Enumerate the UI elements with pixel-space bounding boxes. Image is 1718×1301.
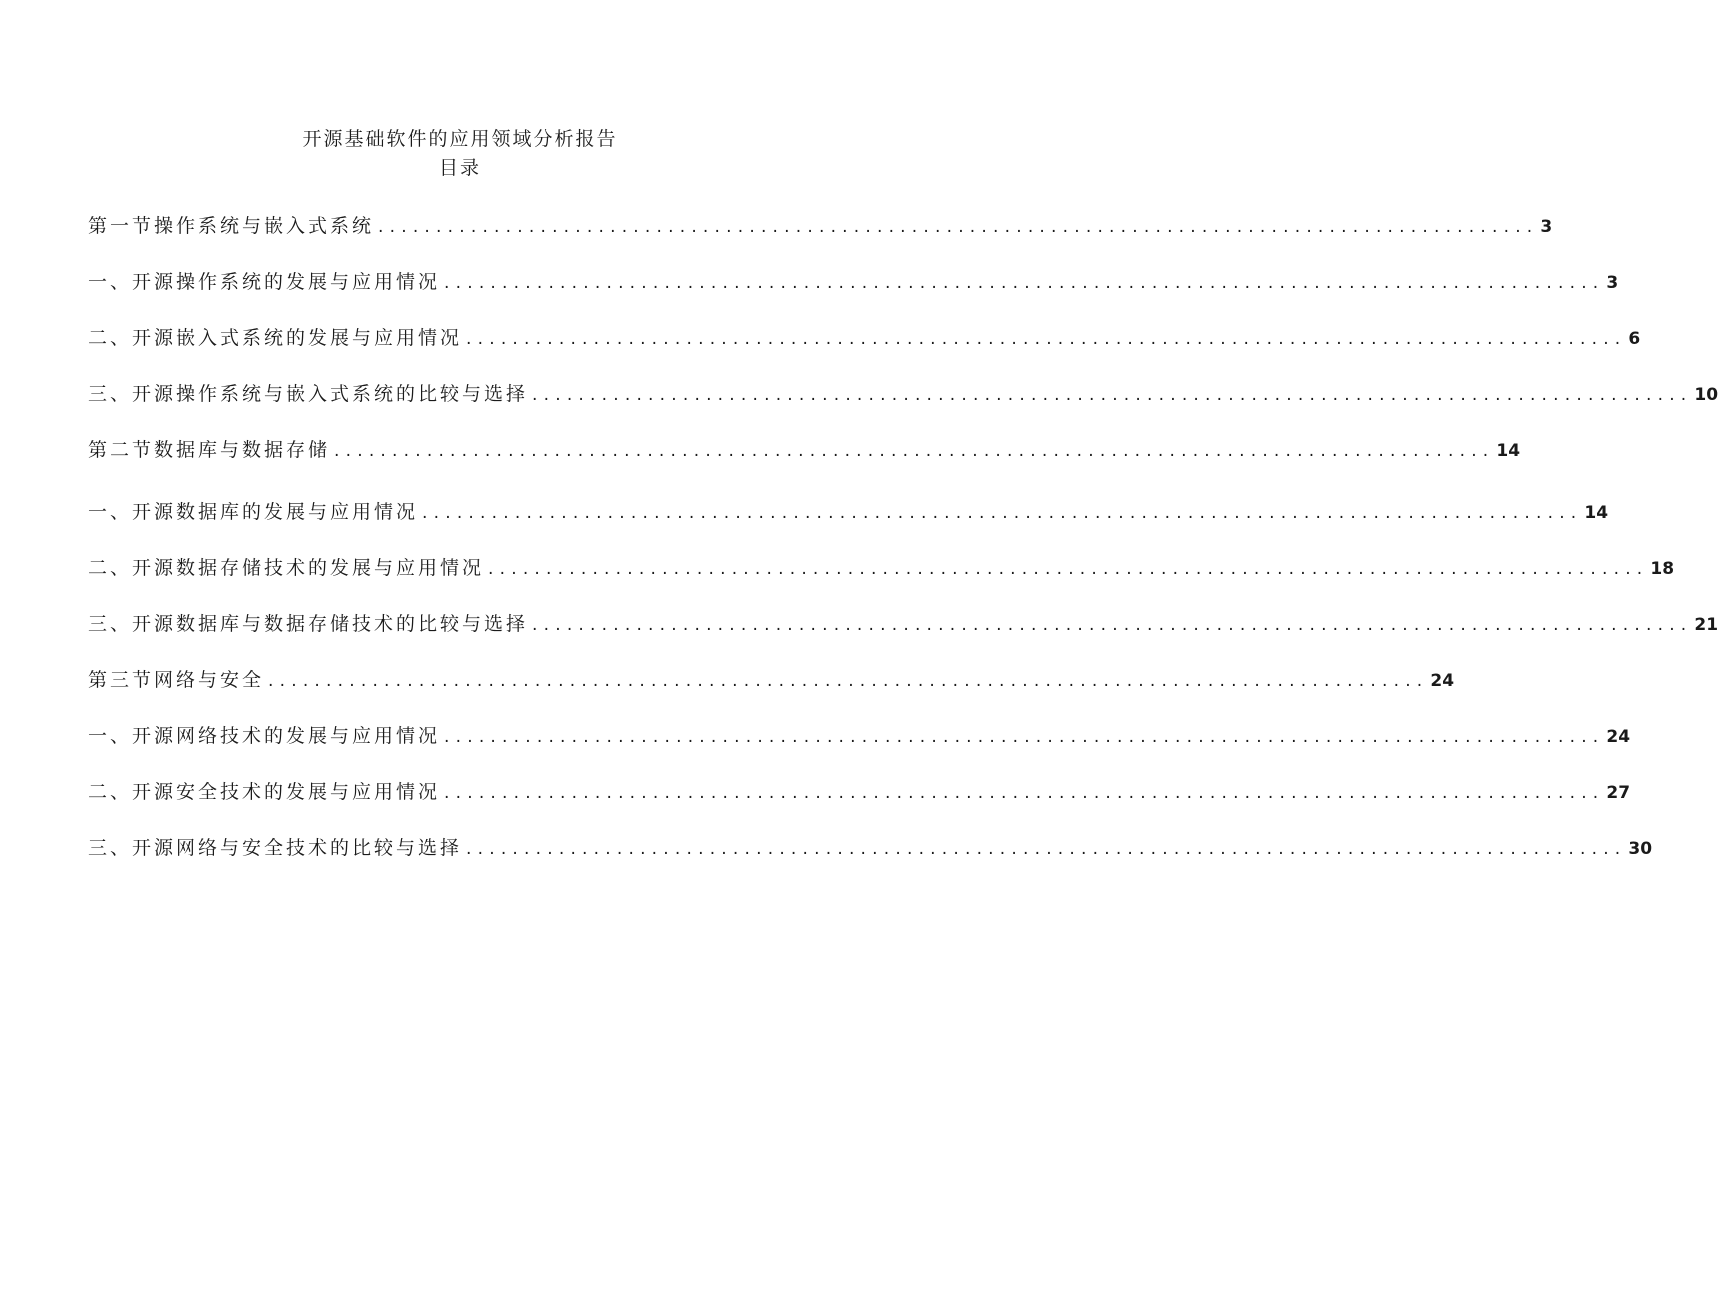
toc-entry[interactable] <box>88 667 1455 693</box>
toc-page-number: 14 <box>1496 441 1521 461</box>
toc-page-number: 27 <box>1606 783 1631 803</box>
toc-dot-leader: .................................................................................................... <box>422 503 1583 523</box>
toc-entry-label: 第一节操作系统与嵌入式系统 <box>88 215 375 237</box>
toc-entry[interactable] <box>88 269 1619 295</box>
toc-entry[interactable] <box>88 437 1521 463</box>
toc-page-number: 3 <box>1606 273 1619 293</box>
toc-entry-label: 三、开源操作系统与嵌入式系统的比较与选择 <box>88 383 529 405</box>
toc-entry-label: 二、开源数据存储技术的发展与应用情况 <box>88 557 485 579</box>
toc-entry-label: 一、开源操作系统的发展与应用情况 <box>88 271 441 293</box>
toc-page-number: 18 <box>1650 559 1675 579</box>
toc-dot-leader: .................................................................................................... <box>444 783 1605 803</box>
toc-entry-label: 二、开源嵌入式系统的发展与应用情况 <box>88 327 463 349</box>
toc-entry[interactable] <box>88 499 1609 525</box>
toc-entry[interactable] <box>88 555 1675 581</box>
toc-entry-label: 三、开源数据库与数据存储技术的比较与选择 <box>88 613 529 635</box>
toc-page-number: 6 <box>1628 329 1641 349</box>
toc-dot-leader: .................................................................................................... <box>378 217 1539 237</box>
toc-dot-leader: .................................................................................................... <box>444 727 1605 747</box>
toc-entry[interactable] <box>88 723 1631 749</box>
toc-dot-leader: .................................................................................................... <box>466 839 1627 859</box>
toc-entry-label: 第三节网络与安全 <box>88 669 265 691</box>
toc-page-number: 3 <box>1540 217 1553 237</box>
toc-entry[interactable] <box>88 611 1718 637</box>
toc-page-number: 14 <box>1584 503 1609 523</box>
toc-dot-leader: .................................................................................................... <box>444 273 1605 293</box>
toc-entry[interactable] <box>88 213 1553 239</box>
toc-entry[interactable] <box>88 325 1641 351</box>
toc-entry[interactable] <box>88 835 1653 861</box>
toc-page-number: 30 <box>1628 839 1653 859</box>
toc-entry[interactable] <box>88 779 1631 805</box>
toc-entry-label: 一、开源数据库的发展与应用情况 <box>88 501 419 523</box>
toc-entry-label: 第二节数据库与数据存储 <box>88 439 331 461</box>
toc-page-number: 21 <box>1694 615 1718 635</box>
toc-entry-label: 一、开源网络技术的发展与应用情况 <box>88 725 441 747</box>
toc-entry-label: 三、开源网络与安全技术的比较与选择 <box>88 837 463 859</box>
toc-dot-leader: .................................................................................................... <box>466 329 1627 349</box>
toc-dot-leader: .................................................................................................... <box>268 671 1429 691</box>
toc-dot-leader: .................................................................................................... <box>532 615 1693 635</box>
toc-dot-leader: .................................................................................................... <box>488 559 1649 579</box>
toc-page-number: 24 <box>1606 727 1631 747</box>
toc-entry[interactable] <box>88 381 1718 407</box>
toc-dot-leader: .................................................................................................... <box>532 385 1693 405</box>
toc-dot-leader: .................................................................................................... <box>334 441 1495 461</box>
toc-entry-label: 二、开源安全技术的发展与应用情况 <box>88 781 441 803</box>
toc-heading: 目录 <box>438 157 481 179</box>
toc-page-number: 10 <box>1694 385 1718 405</box>
toc-page-number: 24 <box>1430 671 1455 691</box>
document-title: 开源基础软件的应用领域分析报告 <box>302 128 618 150</box>
